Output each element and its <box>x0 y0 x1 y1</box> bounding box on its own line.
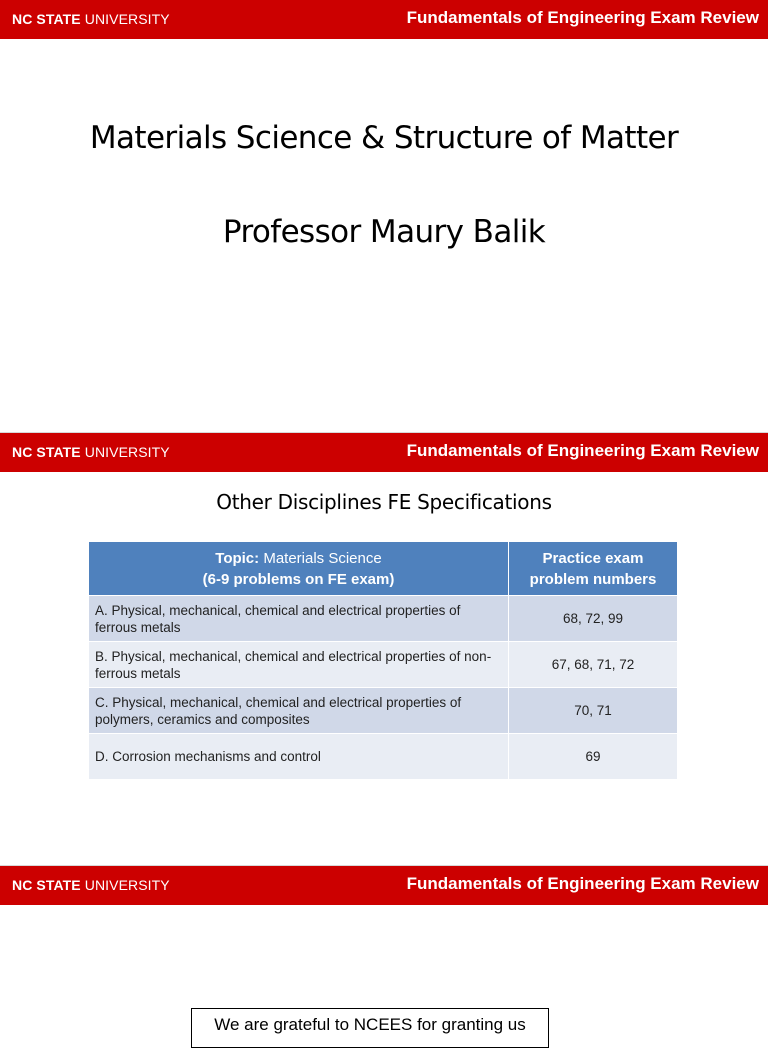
problem-numbers-cell: 68, 72, 99 <box>509 596 678 642</box>
nc-state-logo: NC STATE UNIVERSITY <box>12 11 170 27</box>
presenter-name: Professor Maury Balik <box>222 214 546 250</box>
slide-header <box>0 0 768 39</box>
topic-cell: D. Corrosion mechanisms and control <box>89 734 509 780</box>
acknowledgement-box <box>191 1008 549 1048</box>
table-row <box>89 688 678 734</box>
table-row <box>89 596 678 642</box>
problem-numbers-cell: 70, 71 <box>509 688 678 734</box>
topic-column-header: Topic: Materials Science (6-9 problems on FE exam) <box>89 542 509 596</box>
slide-specifications <box>0 433 768 865</box>
table-row <box>89 642 678 688</box>
exam-review-title: Fundamentals of Engineering Exam Review <box>406 441 759 460</box>
topic-cell: B. Physical, mechanical, chemical and electrical properties of non-ferrous metals <box>89 642 509 688</box>
exam-review-title: Fundamentals of Engineering Exam Review <box>406 874 759 893</box>
problem-numbers-cell: 69 <box>509 734 678 780</box>
slide-header <box>0 433 768 472</box>
specifications-table <box>88 541 678 780</box>
slide-header <box>0 866 768 905</box>
slide-title <box>0 0 768 432</box>
nc-state-logo: NC STATE UNIVERSITY <box>12 877 170 893</box>
problem-numbers-cell: 67, 68, 71, 72 <box>509 642 678 688</box>
practice-numbers-column-header: Practice exam problem numbers <box>509 542 678 596</box>
slide-subtitle: Other Disciplines FE Specifications <box>216 490 552 514</box>
nc-state-logo: NC STATE UNIVERSITY <box>12 444 170 460</box>
slide-acknowledgement <box>0 866 768 1034</box>
table-header-row <box>89 542 678 596</box>
topic-cell: C. Physical, mechanical, chemical and electrical properties of polymers, ceramics and composites <box>89 688 509 734</box>
slide-title-text: Materials Science & Structure of Matter <box>89 120 679 156</box>
acknowledgement-text: We are grateful to NCEES for granting us <box>214 1015 526 1034</box>
topic-cell: A. Physical, mechanical, chemical and electrical properties of ferrous metals <box>89 596 509 642</box>
table-row <box>89 734 678 780</box>
exam-review-title: Fundamentals of Engineering Exam Review <box>406 8 759 27</box>
